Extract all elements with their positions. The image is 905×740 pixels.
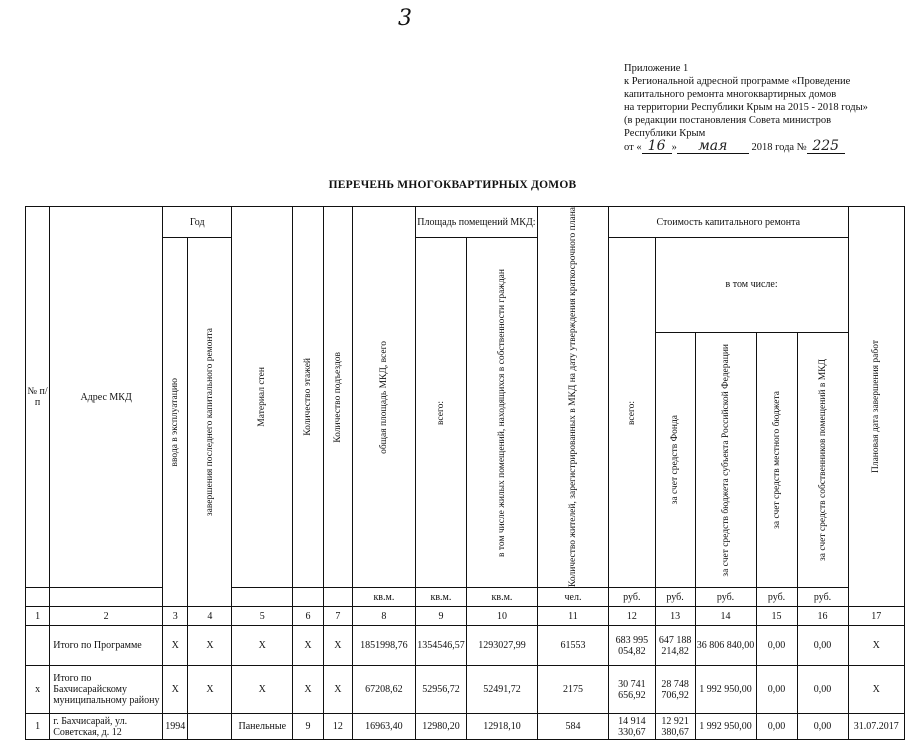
year-text: 2018 года № [751, 142, 807, 153]
unit-cell: кв.м. [415, 588, 466, 607]
cell-area-all: 1354546,57 [415, 626, 466, 666]
cell-cost-total: 683 995 054,82 [608, 626, 655, 666]
cell-residents: 2175 [537, 666, 608, 714]
cell-year-commission: 1994 [163, 714, 188, 740]
unit-empty [323, 588, 352, 607]
cell-area-res: 1293027,99 [466, 626, 537, 666]
unit-empty [232, 588, 293, 607]
col-number: 16 [797, 607, 848, 626]
cell-material: Панельные [232, 714, 293, 740]
cell-date: X [848, 626, 904, 666]
cell-floors: 9 [293, 714, 324, 740]
header-area-group: Площадь помещений МКД: [415, 207, 537, 238]
header-area-total: всего: [415, 238, 466, 588]
cell-residents: 61553 [537, 626, 608, 666]
handwritten-number: 225 [807, 140, 845, 154]
cell-total-area: 1851998,76 [352, 626, 415, 666]
cell-cost-local: 0,00 [756, 626, 797, 666]
col-number: 2 [50, 607, 163, 626]
from-prefix: от « [624, 142, 642, 153]
cell-floors: X [293, 626, 324, 666]
cell-cost-local: 0,00 [756, 714, 797, 740]
col-number: 13 [655, 607, 695, 626]
appendix-line: на территории Республики Крым на 2015 - 2018 годы» [624, 102, 868, 113]
cell-year-commission: X [163, 666, 188, 714]
cell-num: x [26, 666, 50, 714]
table-row [26, 626, 905, 666]
resolution-date-line [624, 140, 894, 154]
appendix-line: (в редакции постановления Совета министров [624, 115, 832, 126]
appendix-block [624, 62, 894, 154]
col-number: 14 [695, 607, 756, 626]
document-title: ПЕРЕЧЕНЬ МНОГОКВАРТИРНЫХ ДОМОВ [328, 179, 577, 191]
cell-entrances: X [323, 626, 352, 666]
unit-empty [293, 588, 324, 607]
cell-cost-fund: 647 188 214,82 [655, 626, 695, 666]
col-number: 10 [466, 607, 537, 626]
header-cost-subject: за счет средств бюджета субъекта Российской Федерации [695, 332, 756, 587]
cell-cost-local: 0,00 [756, 666, 797, 714]
col-number: 6 [293, 607, 324, 626]
col-number: 5 [232, 607, 293, 626]
cell-cost-total: 30 741 656,92 [608, 666, 655, 714]
appendix-line: Приложение 1 [624, 63, 689, 74]
cell-floors: X [293, 666, 324, 714]
cell-address: г. Бахчисарай, ул. Советская, д. 12 [50, 714, 163, 740]
col-number: 9 [415, 607, 466, 626]
cell-year-repair: X [188, 626, 232, 666]
cell-cost-total: 14 914 330,67 [608, 714, 655, 740]
cell-cost-owners: 0,00 [797, 714, 848, 740]
col-number: 17 [848, 607, 904, 626]
unit-cell: чел. [537, 588, 608, 607]
cell-cost-subject: 36 806 840,00 [695, 626, 756, 666]
cell-address: Итого по Бахчисарайскому муниципальному району [50, 666, 163, 714]
header-wall-material: Материал стен [232, 207, 293, 588]
cell-total-area: 67208,62 [352, 666, 415, 714]
cell-area-all: 52956,72 [415, 666, 466, 714]
unit-cell: руб. [797, 588, 848, 607]
col-number: 11 [537, 607, 608, 626]
header-year-last-repair: завершения последнего капитального ремонта [188, 238, 232, 607]
header-year-commission: ввода в эксплуатацию [163, 238, 188, 607]
cell-year-repair [188, 714, 232, 740]
cell-date: 31.07.2017 [848, 714, 904, 740]
appendix-line: к Региональной адресной программе «Проведение [624, 76, 851, 87]
header-cost-group: Стоимость капитального ремонта [608, 207, 848, 238]
unit-empty [50, 588, 163, 607]
cell-address: Итого по Программе [50, 626, 163, 666]
page-number: 3 [398, 6, 412, 31]
col-number: 15 [756, 607, 797, 626]
cell-year-commission: X [163, 626, 188, 666]
cell-num [26, 626, 50, 666]
cell-date: X [848, 666, 904, 714]
cell-cost-owners: 0,00 [797, 666, 848, 714]
cell-cost-fund: 28 748 706,92 [655, 666, 695, 714]
header-residents: Количество жителей, зарегистрированных в МКД на дату утверждения краткосрочного плана [537, 207, 608, 588]
header-planned-date: Плановая дата завершения работ [848, 207, 904, 607]
appendix-line: капитального ремонта многоквартирных домов [624, 89, 837, 100]
header-address: Адрес МКД [50, 207, 163, 588]
col-number: 7 [323, 607, 352, 626]
appendix-line: Республики Крым [624, 128, 706, 139]
unit-cell: руб. [695, 588, 756, 607]
unit-cell: руб. [608, 588, 655, 607]
table-row [26, 714, 905, 740]
cell-material: X [232, 666, 293, 714]
header-cost-total: всего: [608, 238, 655, 588]
header-entrances: Количество подъездов [323, 207, 352, 588]
col-number: 1 [26, 607, 50, 626]
cell-num: 1 [26, 714, 50, 740]
cell-residents: 584 [537, 714, 608, 740]
header-year: Год [163, 207, 232, 238]
cell-entrances: X [323, 666, 352, 714]
cell-cost-fund: 12 921 380,67 [655, 714, 695, 740]
unit-cell: руб. [756, 588, 797, 607]
quote-close: » [671, 142, 677, 153]
table-row [26, 666, 905, 714]
houses-table [25, 206, 905, 740]
unit-cell: кв.м. [352, 588, 415, 607]
cell-area-all: 12980,20 [415, 714, 466, 740]
header-num: № п/п [26, 207, 50, 588]
header-including: в том числе: [655, 238, 848, 333]
header-area-residential: в том числе жилых помещений, находящихся в собственности граждан [466, 238, 537, 588]
cell-cost-owners: 0,00 [797, 626, 848, 666]
col-number: 12 [608, 607, 655, 626]
col-number: 8 [352, 607, 415, 626]
col-number: 4 [188, 607, 232, 626]
cell-cost-subject: 1 992 950,00 [695, 714, 756, 740]
header-cost-local: за счет средств местного бюджета [756, 332, 797, 587]
col-number: 3 [163, 607, 188, 626]
handwritten-day: 16 [642, 140, 672, 154]
handwritten-month: мая [677, 140, 749, 154]
unit-cell: руб. [655, 588, 695, 607]
cell-entrances: 12 [323, 714, 352, 740]
header-cost-fund: за счет средств Фонда [655, 332, 695, 587]
cell-total-area: 16963,40 [352, 714, 415, 740]
unit-empty [26, 588, 50, 607]
cell-area-res: 52491,72 [466, 666, 537, 714]
header-cost-owners: за счет средств собственников помещений в МКД [797, 332, 848, 587]
header-total-area: общая площадь МКД, всего [352, 207, 415, 588]
cell-area-res: 12918,10 [466, 714, 537, 740]
header-floors: Количество этажей [293, 207, 324, 588]
cell-material: X [232, 626, 293, 666]
cell-year-repair: X [188, 666, 232, 714]
cell-cost-subject: 1 992 950,00 [695, 666, 756, 714]
unit-cell: кв.м. [466, 588, 537, 607]
